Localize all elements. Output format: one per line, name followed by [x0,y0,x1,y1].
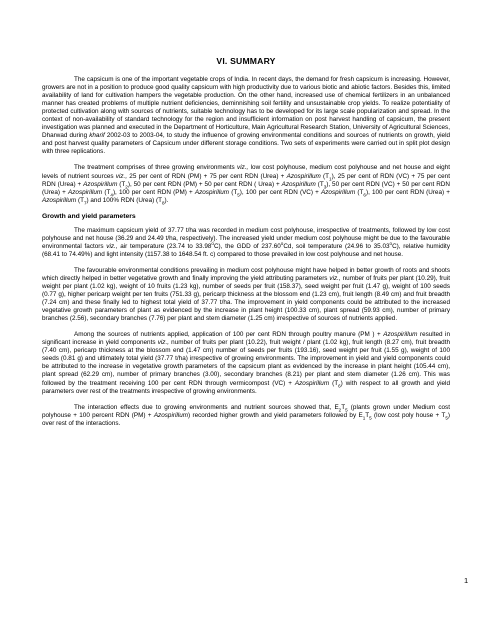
text-run: resulted in significant increase in yield components [42,331,450,347]
text-run: ), 100 per cent RDN (PM) + [112,188,195,196]
subscript: 3 [323,183,327,189]
text-run: ), 100 per cent RDN (VC) + [239,188,322,196]
subscript: 2 [125,183,128,189]
yield-paragraph [42,227,450,259]
text-run: ), 50 per cent RDN (PM) + 50 per cent RDN ( Urea) + [127,180,282,188]
intro-paragraph [42,76,450,156]
treatments-paragraph [42,164,450,204]
text-run: (T [229,188,238,196]
document-page [42,56,450,436]
subscript: 6 [363,191,366,197]
italic-term: viz., [106,242,118,250]
italic-term: Azospirillum [321,188,356,196]
text-run: (T [76,196,84,204]
subscript: 5 [345,406,348,412]
italic-term: Azospirillum [42,196,77,204]
text-run: The treatment comprises of three growing environments [74,164,238,172]
text-run: T [341,403,346,411]
subscript: 5 [237,191,240,197]
subscript: 6 [338,382,341,388]
italic-term: Azospirillum [281,180,316,188]
text-run: The capsicum is one of the important vegetable crops of India. In recent days, the demand for fresh capsicum is increasing. However, growers are not in a position to produce good quality capsicum with high productivity due to various biotic and abiotic factors. Besides this, limited availability of land for cultivation hampers the vegetable production. On the other hand, increased use of chemical fertilizers in an unbalanced manner has created problems of multiple nutrient deficiencies, deminnishing soil fertility and unsustainable crop yields. To realize potentiality of protected cultivation along with sources of nutrients, suitable technology has to be developed for its large scale popularization and spread. In the context of non-availability of standard technology for the region and insufficient information on post harvest handling of capsicum, the present investigation was planned and executed in the Department of Horticulture, Main Agricultural Research Station, University of Agricultural Sciences, Dharwad during [42,76,450,140]
italic-term: Azospirillum [294,379,330,387]
text-run: The favourable environmental conditions prevailing in medium cost polyhouse might have helped in better growth of roots and shoots which directly helped in better vegetative growth and finally improving the yield attributing parameters [42,266,450,282]
italic-term: viz., [115,172,128,180]
italic-term: viz., [237,164,249,172]
text-run: ) over rest of the interactions. [42,411,451,427]
superscript: o [389,240,393,246]
nutrients-paragraph [42,331,450,395]
superscript: o [211,240,214,246]
superscript: o [280,240,284,246]
text-run: ), 25 per cent of RDN (VC) + 75 per cent RDN (Urea) + [42,172,450,188]
text-run: air temperature (23.74 to 33.98 [117,242,212,250]
text-run: (T [117,180,126,188]
italic-term: viz., [329,274,341,282]
subscript: 1 [329,175,332,181]
section-heading: Growth and yield parameters [42,212,136,220]
text-run: Among the sources of nutrients applied, application of 100 per cent RDN through poultry manure (PM ) + [74,331,384,339]
subscript: 8 [161,199,165,205]
text-run: C), the GDD of 237.60 [213,242,281,250]
italic-term: Azospirillum [286,172,321,180]
text-run: (plants grown under Medium cost polyhouse + 100 percent RDN (PM) + [42,403,450,419]
text-run: 2002-03 to 2003-04, to study the influence of growing environmental conditions and sources of nutrients on growth, yield and post harvest quality parameters of Capsicum under different storage conditions. Two sets of experiments were carried out in split plot design with three replications. [42,132,451,156]
text-run: The interaction effects due to growing environments and nutrient sources showed that, E [74,403,339,411]
text-run: 25 per cent of RDN (PM) + 75 per cent RDN (Urea) + [127,172,287,180]
italic-term: Azospirillum [68,188,103,196]
text-run: (T [329,379,339,387]
text-run: low cost polyhouse, medium cost polyhouse and net house and eight levels of nutrient sources [42,164,450,180]
text-run: (T [102,188,111,196]
subscript: 1 [362,414,366,420]
italic-term: Azospirillum [194,188,230,196]
subscript: 2 [338,406,342,412]
italic-term: Azospirillum [153,411,189,419]
subscript: 7 [83,199,87,205]
text-run: (T [320,172,330,180]
subscript: 5 [369,414,372,420]
text-run: T [365,411,370,419]
text-run: ), 50 per cent RDN (VC) + 50 per cent RDN (Urea) + [42,180,450,196]
text-run: Cd, soil temperature (24.96 to 35.03 [283,242,390,250]
text-run: ) recorded higher growth and yield parameters followed by E [188,411,363,419]
italic-term: viz., [157,339,169,347]
text-run: number of fruits per plant (10.29), fruit weight per plant (1.02 kg), weight of 10 fruits (1.23 kg), number of seeds per fruit (158.37), seed weight per fruit (1.47 g), weight of 100 seeds (0.77 g), higher pericarp weight per ten fruits (751.33 g), pericarp thickness at the blossom end (1.23 cm), fruit length (8.49 cm) and fruit breadth (7.24 cm) and these finally led to highest total yield of 37.77 t/ha. The improvement in yield components could be attributed to the increased vegetative growth parameters of plant as evidenced by the increase in plant height (100.33 cm), plant spread (59.93 cm), number of primary branches (2.56), secondary branches (7.76) per plant and stem diameter (1.25 cm) irrespective of sources of nutrients applied. [42,274,450,323]
text-run: (low cost poly house + T [371,411,446,419]
environment-paragraph [42,267,450,323]
text-run: ), 100 per cent RDN (Urea) + [365,188,450,196]
text-run: C), relative humidity (68.41 to 74.49%) and light intensity (1157.38 to 1648.54 ft. c) compared to those prevailed in low cost polyhouse and net house. [42,242,450,258]
text-run: The maximum capsicum yield of 37.77 t/ha was recorded in medium cost polyhouse, irrespective of treatments, followed by low cost polyhouse and net house (36.29 and 24.49 t/ha, respectively). The increased yield under medium cost polyhouse might be due to the favourable environmental factors [42,226,450,250]
subscript: 5 [445,414,448,420]
text-run: ) and 100% RDN (Urea) (T [86,196,162,204]
text-run: ). [164,196,169,204]
interaction-paragraph [42,404,450,428]
text-run: ) with respect to all growth and yield parameters over rest of the treatments irrespective of growing environments. [42,379,450,395]
subscript: 4 [110,191,113,197]
page-title: VI. SUMMARY [216,56,276,66]
page-number: 1 [464,576,469,585]
text-run: (T [315,180,324,188]
italic-term: Azospirillum [383,331,418,339]
italic-term: Azospirillum [83,180,118,188]
text-run: (T [355,188,364,196]
italic-term: kharif [89,132,105,140]
text-run: number of fruits per plant (10.22), fruit weight / plant (1.02 kg), fruit length (8.27 cm), fruit breadth (7.40 cm), pericarp thickness at the blossom end (1.47 cm) number of seeds per fruits (193.16), seed weight per fruit (1.55 g), weight of 100 seeds (0.81 g) and ultimately total yield (37.77 t/ha) irrespective of growing environments. The improvement in yield and yield components could be attributed to the increase in vegetative growth parameters of the capsicum plant as evidenced by the increase in plant height (105.44 cm), plant spread (62.29 cm), number of primary branches (3.00), secondary branches (8.21) per plant and stem diameter (1.26 cm). This was followed by the treatment receiving 100 per cent RDN through vermicompost (VC) + [42,339,451,387]
